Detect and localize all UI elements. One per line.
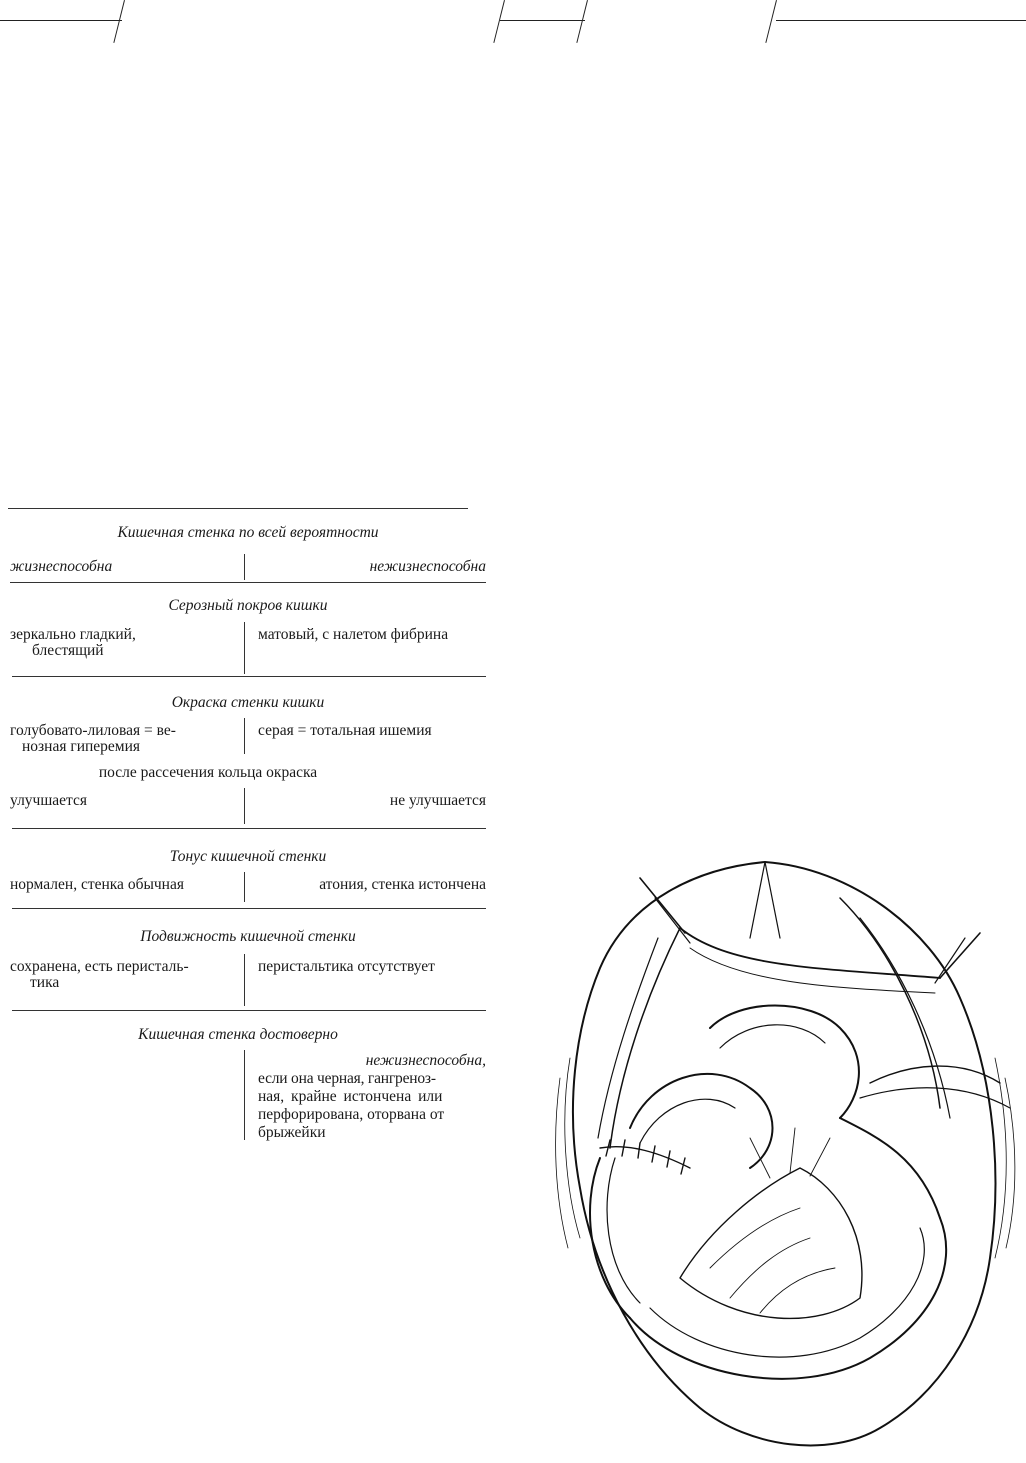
color-left-1: голубовато-лиловая = ве- bbox=[10, 722, 176, 739]
tone-right: атония, стенка истончена bbox=[319, 876, 486, 893]
color-sub-divider bbox=[244, 788, 245, 824]
serosa-left-1: зеркально гладкий, bbox=[10, 626, 136, 643]
final-right-2: ная, крайне истончена или bbox=[258, 1088, 443, 1105]
table-title: Кишечная стенка по всей вероятности bbox=[117, 524, 379, 541]
color-right: серая = тотальная ишемия bbox=[258, 722, 432, 739]
intestine-surgery-drawing-icon bbox=[540, 858, 1026, 1458]
section-heading-tone: Тонус кишечной стенки bbox=[169, 848, 327, 865]
column-divider bbox=[244, 554, 245, 580]
header-rule-2 bbox=[500, 20, 585, 21]
header-tick-2 bbox=[493, 0, 505, 43]
final-divider bbox=[244, 1050, 245, 1140]
header-rule-3 bbox=[776, 20, 1026, 21]
motility-left-1: сохранена, есть перисталь- bbox=[10, 958, 189, 975]
header-tick-3 bbox=[576, 0, 588, 43]
section-heading-serosa: Серозный покров кишки bbox=[168, 597, 328, 614]
serosa-left-2: блестящий bbox=[32, 642, 104, 659]
rule-after-motility bbox=[12, 1010, 486, 1011]
final-right-3: перфорирована, оторвана от bbox=[258, 1106, 445, 1123]
color-sub-left: улучшается bbox=[10, 792, 88, 809]
color-subheading: после рассечения кольца окраска bbox=[98, 764, 318, 781]
header-tick-1 bbox=[113, 0, 125, 43]
section-heading-color: Окраска стенки кишки bbox=[171, 694, 325, 711]
motility-right: перистальтика отсутствует bbox=[258, 958, 435, 975]
final-right-emph: нежизнеспособна, bbox=[365, 1052, 486, 1069]
header-rule-1 bbox=[0, 20, 122, 21]
serosa-divider bbox=[244, 622, 245, 674]
rule-after-tone bbox=[12, 908, 486, 909]
table-top-rule bbox=[8, 508, 468, 509]
header-tick-4 bbox=[765, 0, 777, 43]
rule-after-serosa bbox=[12, 676, 486, 677]
column-left-label: жизнеспособна bbox=[10, 558, 113, 575]
serosa-right: матовый, с налетом фибрина bbox=[258, 626, 449, 643]
final-right-4: брыжейки bbox=[258, 1124, 326, 1141]
color-sub-right: не улучшается bbox=[389, 792, 486, 809]
motility-left-2: тика bbox=[30, 974, 60, 991]
tone-left: нормален, стенка обычная bbox=[10, 876, 184, 893]
final-right-1: если она черная, гангреноз- bbox=[258, 1070, 436, 1087]
tone-divider bbox=[244, 872, 245, 902]
column-right-label: нежизнеспособна bbox=[369, 558, 486, 575]
intestine-surgery-illustration bbox=[540, 858, 1026, 1458]
section-heading-motility: Подвижность кишечной стенки bbox=[140, 928, 356, 945]
final-heading: Кишечная стенка достоверно bbox=[138, 1026, 338, 1043]
color-left-2: нозная гиперемия bbox=[22, 738, 141, 755]
color-divider bbox=[244, 718, 245, 754]
motility-divider bbox=[244, 954, 245, 1006]
rule-after-color bbox=[12, 828, 486, 829]
rule-after-columns bbox=[10, 582, 486, 583]
